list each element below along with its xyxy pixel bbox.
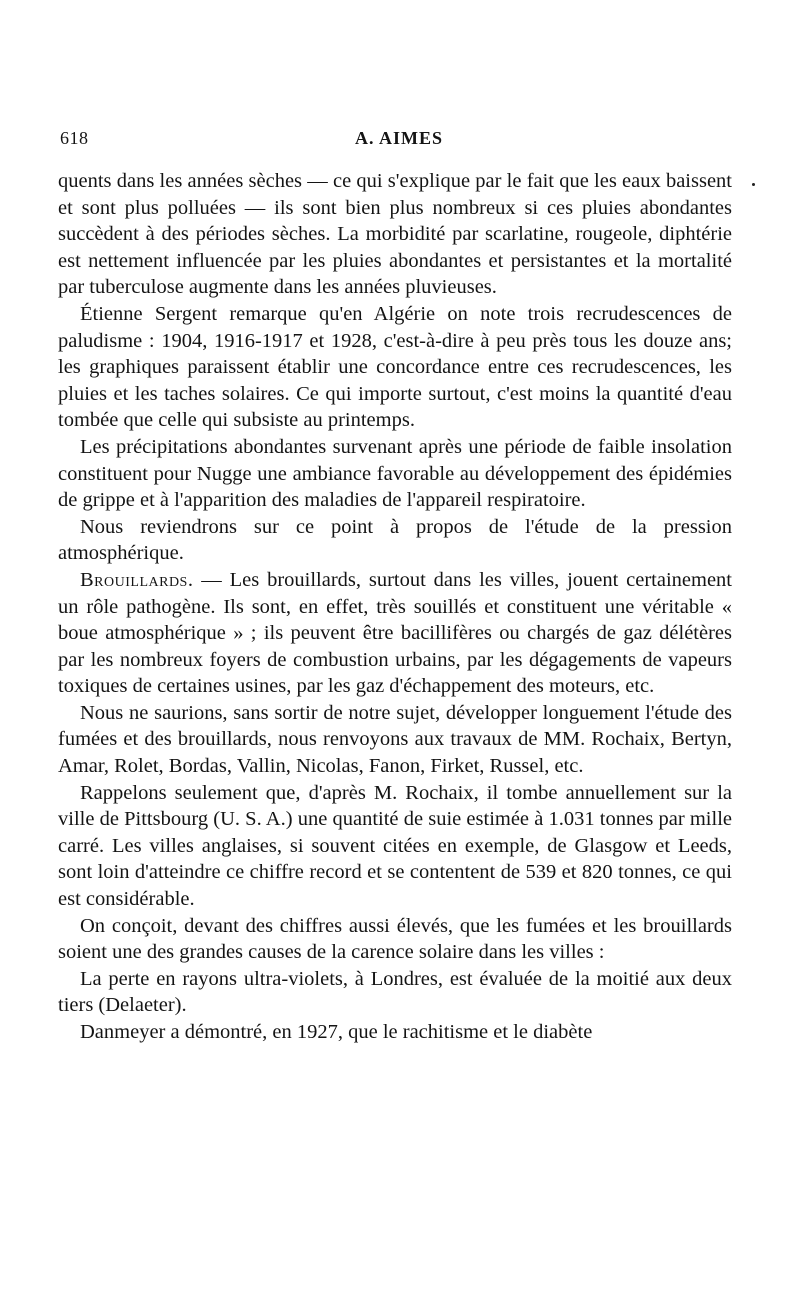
margin-dot (752, 183, 755, 186)
paragraph-rochaix: Rappelons seulement que, d'après M. Rochaix, il tombe annuellement sur la ville de Pittsbourg (U. S. A.) une quantité de suie estimée à 1.031 tonnes par mille carré. Les villes anglaises, si souvent citées en exemple, de Glasgow et Leeds, sont loin d'atteindre ce chiffre record et se contentent de 539 et 820 tonnes, ce qui est considérable. (58, 781, 732, 911)
paragraph-danmeyer: Danmeyer a démontré, en 1927, que le rachitisme et le diabète (80, 1021, 593, 1043)
paragraph-brouillards (58, 567, 732, 700)
paragraph-sergent: Étienne Sergent remarque qu'en Algérie on note trois recrudescences de paludisme : 1904, 1916-1917 et 1928, c'est-à-dire à peu près tous les douze ans; les graphiques paraissent établir une concordance entre ces recrudescences, les pluies et les taches solaires. Ce qui importe surtout, c'est moins la quantité d'eau tombée que celle qui subsiste au printemps. (58, 302, 732, 432)
paragraph-pression: Nous reviendrons sur ce point à propos de l'étude de la pression atmosphérique. (58, 515, 732, 565)
body-text (58, 168, 732, 1046)
paragraph-continuation: quents dans les années sèches — ce qui s'explique par le fait que les eaux baissent et sont plus polluées — ils sont bien plus nombreux si ces pluies abondantes succèdent à des périodes sèches. La morbidité par scarlatine, rougeole, diphtérie est nettement influencée par les pluies abondantes et persistantes et la mortalité par tuberculose augmente dans les années pluvieuses. (58, 170, 732, 299)
page-number: 618 (60, 128, 89, 148)
paragraph-brouillards-text: — Les brouillards, surtout dans les villes, jouent certainement un rôle pathogène. Ils sont, en effet, très souillés et constituent une véritable « boue atmosphérique » ; ils peuvent être bacillifères ou chargés de gaz délétères par les nombreux foyers de combustion urbains, par les dégagements de vapeurs toxiques de certaines usines, par les gaz d'échappement des moteurs, etc. (58, 568, 732, 698)
paragraph-fumees: Nous ne saurions, sans sortir de notre sujet, développer longuement l'étude des fumées et des brouillards, nous renvoyons aux travaux de MM. Rochaix, Bertyn, Amar, Rolet, Bordas, Vallin, Nicolas, Fanon, Firket, Russel, etc. (58, 701, 732, 778)
paragraph-carence: On conçoit, devant des chiffres aussi élevés, que les fumées et les brouillards soient une des grandes causes de la carence solaire dans les villes : (58, 914, 732, 964)
paragraph-precipitations: Les précipitations abondantes survenant après une période de faible insolation constituent pour Nugge une ambiance favorable au développement des épidémies de grippe et à l'apparition des maladies de l'appareil respiratoire. (58, 435, 732, 512)
paragraph-londres: La perte en rayons ultra-violets, à Londres, est évaluée de la moitié aux deux tiers (Delaeter). (58, 967, 732, 1017)
running-head-author: A. AIMES (354, 128, 443, 148)
section-heading-brouillards: Brouillards. (80, 568, 194, 591)
page-header (60, 128, 738, 158)
